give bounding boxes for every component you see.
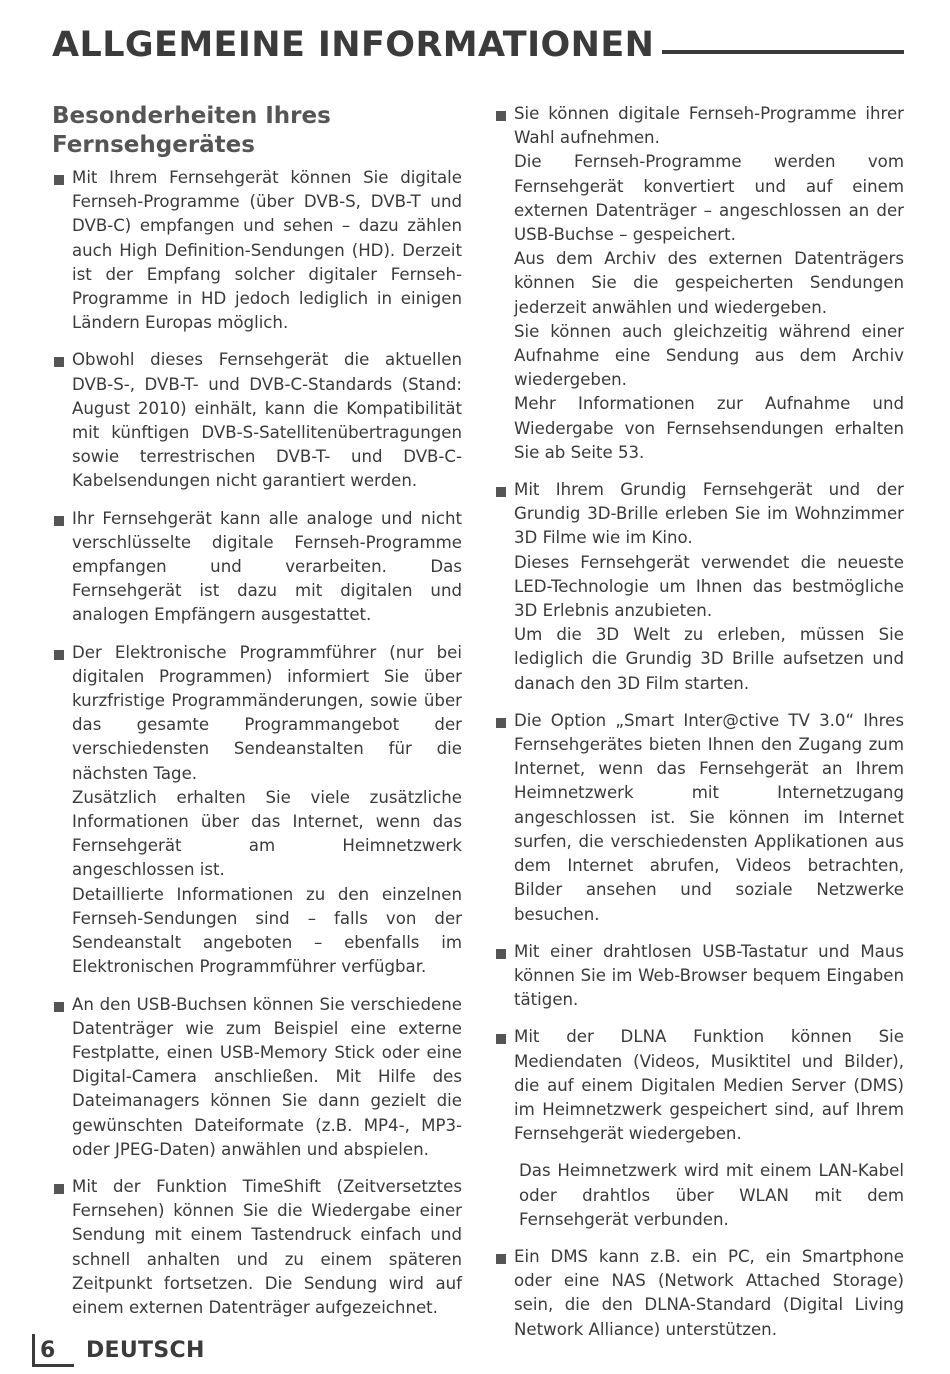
section-title-line-1: Besonderheiten Ihres (52, 103, 331, 129)
square-bullet-icon (54, 175, 64, 185)
list-item (494, 1025, 904, 1146)
square-bullet-icon (496, 111, 506, 121)
list-item (52, 348, 462, 493)
list-item (52, 507, 462, 628)
list-item (494, 478, 904, 696)
item-text: Mit einer drahtlosen USB-Tastatur und Maus können Sie im Web-Browser bequem Eingaben tätigen. (514, 941, 904, 1010)
page-number: 6 (40, 1338, 56, 1363)
item-text: Zusätzlich erhalten Sie viele zusätzliche Informationen über das Internet, wenn das Fernsehgerät am Heimnetzwerk angeschlossen ist. (72, 787, 462, 880)
item-text: Die Option „Smart Inter@ctive TV 3.0“ Ihres Fernsehgerätes bieten Ihnen den Zugang zum Internet, wenn das Fernsehgerät an Ihrem Heimnetzwerk mit Internetzugang angeschlossen ist. Sie können im Internet surfen, die verschiedensten Applikationen aus dem Internet abrufen, Videos betrachten, Bilder ansehen und soziale Netzwerke besuchen. (514, 710, 904, 924)
square-bullet-icon (496, 949, 506, 959)
square-bullet-icon (496, 1034, 506, 1044)
list-item (52, 166, 462, 335)
list-item (494, 709, 904, 927)
item-text: Um die 3D Welt zu erleben, müssen Sie lediglich die Grundig 3D Brille aufsetzen und danach den 3D Film starten. (514, 625, 904, 693)
list-item (52, 993, 462, 1162)
left-column (52, 102, 462, 1333)
item-text: Detaillierte Informationen zu den einzelnen Fernseh-Sendungen sind – falls von der Sendeanstalt angeboten – ebenfalls im Elektronischen Programmführer verfügbar. (72, 884, 462, 977)
square-bullet-icon (54, 357, 64, 367)
square-bullet-icon (496, 1254, 506, 1264)
page-footer (32, 1334, 332, 1370)
square-bullet-icon (496, 487, 506, 497)
square-bullet-icon (54, 516, 64, 526)
page-title: ALLGEMEINE INFORMATIONEN (52, 25, 655, 65)
item-text: Obwohl dieses Fernsehgerät die aktuellen DVB-S-, DVB-T- und DVB-C-Standards (Stand: August 2010) einhält, kann die Kompatibilität mit künftigen DVB-S-Satellitenübertragungen sowie terrestrischen DVB-T- und DVB-C-Kabelsendungen nicht garantiert werden. (72, 350, 462, 491)
right-column (494, 102, 904, 1355)
list-item (494, 102, 904, 465)
item-text: Ein DMS kann z.B. ein PC, ein Smartphone oder eine NAS (Network Attached Storage) sein, die den DLNA-Standard (Digital Living Network Alliance) unterstützen. (514, 1246, 904, 1339)
section-title (52, 102, 462, 160)
language-label: DEUTSCH (86, 1338, 205, 1363)
item-text: Dieses Fernsehgerät verwendet die neueste LED-Technologie um Ihnen das bestmögliche 3D Erlebnis anzubieten. (514, 552, 904, 621)
square-bullet-icon (496, 718, 506, 728)
note-text: Das Heimnetzwerk wird mit einem LAN-Kabel oder drahtlos über WLAN mit dem Fernsehgerät verbunden. (519, 1161, 904, 1229)
item-text: Mit der Funktion TimeShift (Zeitversetztes Fernsehen) können Sie die Wiedergabe einer Sendung mit einem Tastendruck einfach und schnell anhalten und zu einem späteren Zeitpunkt fortsetzen. Die Sendung wird auf einem externen Datenträger aufgezeichnet. (72, 1176, 462, 1317)
list-item (52, 641, 462, 980)
item-text: Mehr Informationen zur Aufnahme und Wiedergabe von Fernsehsendungen erhalten Sie ab Seite 53. (514, 394, 904, 462)
square-bullet-icon (54, 650, 64, 660)
list-item (494, 940, 904, 1013)
list-item (52, 1175, 462, 1320)
item-text: Aus dem Archiv des externen Datenträgers können Sie die gespeicherten Sendungen jederzeit anwählen und wiedergeben. (514, 249, 904, 317)
item-text: Der Elektronische Programmführer (nur bei digitalen Programmen) informiert Sie über kurzfristige Programmänderungen, sowie über das gesamte Programmangebot der verschiedensten Sendeanstalten für die nächsten Tage. (72, 642, 462, 783)
header-rule (662, 50, 904, 54)
list-item (494, 1245, 904, 1342)
item-text: Mit der DLNA Funktion können Sie Mediendaten (Videos, Musiktitel und Bilder), die auf einem Digitalen Medien Server (DMS) im Heimnetzwerk gespeichert sind, auf Ihrem Fernsehgerät wiedergeben. (514, 1027, 904, 1144)
item-text: Mit Ihrem Fernsehgerät können Sie digitale Fernseh-Programme (über DVB-S, DVB-T und DVB-C) empfangen und sehen – dazu zählen auch High Definition-Sendungen (HD). Derzeit ist der Empfang solcher digitaler Fernseh-Programme in HD jedoch lediglich in einigen Ländern Europas möglich. (72, 168, 462, 333)
footer-underline (32, 1364, 74, 1367)
section-title-line-2: Fernsehgerätes (52, 132, 255, 158)
item-text: Sie können auch gleichzeitig während einer Aufnahme eine Sendung aus dem Archiv wiedergeben. (514, 321, 904, 390)
square-bullet-icon (54, 1184, 64, 1194)
footer-bar (32, 1334, 35, 1366)
item-text: Sie können digitale Fernseh-Programme ihrer Wahl aufnehmen. (514, 104, 904, 148)
item-text: Die Fernseh-Programme werden vom Fernsehgerät konvertiert und auf einem externen Datenträger – angeschlossen an der USB-Buchse – gespeichert. (514, 152, 904, 245)
item-text: Mit Ihrem Grundig Fernsehgerät und der Grundig 3D-Brille erleben Sie im Wohnzimmer 3D Filme wie im Kino. (514, 480, 904, 548)
item-text: An den USB-Buchsen können Sie verschiedene Datenträger wie zum Beispiel eine externe Festplatte, einen USB-Memory Stick oder eine Digital-Camera anschließen. Mit Hilfe des Dateimanagers können Sie dann gezielt die gewünschten Dateiformate (z.B. MP4-, MP3- oder JPEG-Daten) anwählen und abspielen. (72, 994, 462, 1159)
page-header (52, 20, 904, 70)
square-bullet-icon (54, 1002, 64, 1012)
item-text: Ihr Fernsehgerät kann alle analoge und nicht verschlüsselte digitale Fernseh-Programme empfangen und verarbeiten. Das Fernsehgerät ist dazu mit digitalen und analogen Empfängern ausgestattet. (72, 508, 462, 625)
